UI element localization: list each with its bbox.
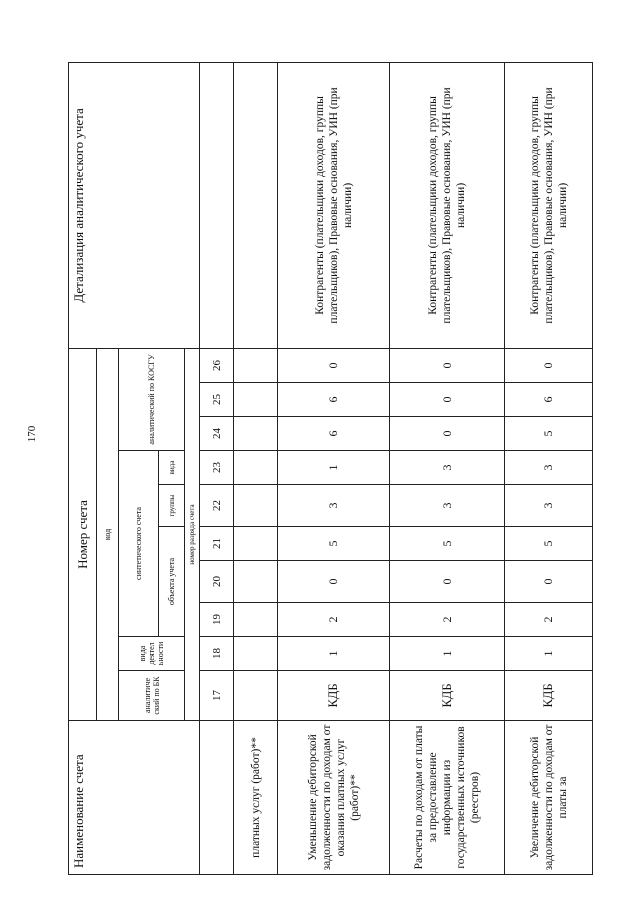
- rotated-table-container: [68, 63, 574, 875]
- value-cell: 5: [505, 527, 593, 561]
- header-type: вида: [159, 451, 185, 485]
- value-cell: 6: [278, 417, 390, 451]
- digit-col-22: 22: [200, 485, 234, 527]
- value-cell: [234, 451, 278, 485]
- value-cell: 3: [390, 451, 505, 485]
- digit-col-23: 23: [200, 451, 234, 485]
- value-cell: КДБ: [278, 671, 390, 721]
- detail-cell: [234, 62, 278, 348]
- value-cell: 0: [278, 348, 390, 382]
- digit-empty-cell: [200, 721, 234, 875]
- value-cell: [234, 637, 278, 671]
- value-cell: 2: [278, 603, 390, 637]
- value-cell: 0: [390, 348, 505, 382]
- header-activity-type: вида деятел ьности: [119, 637, 185, 671]
- value-cell: 6: [505, 383, 593, 417]
- accounts-table: [68, 62, 593, 875]
- value-cell: 0: [505, 561, 593, 603]
- detail-cell: Контрагенты (плательщики доходов, группы плательщиков), Правовые основания, УИН (при наличии): [278, 62, 390, 348]
- account-name-cell: Уменьшение дебиторской задолженности по доходам от оказания платных услуг (работ)**: [278, 721, 390, 875]
- digit-col-20: 20: [200, 561, 234, 603]
- account-name-cell: Увеличение дебиторской задолженности по доходам от платы за: [505, 721, 593, 875]
- value-cell: 2: [505, 603, 593, 637]
- digit-col-26: 26: [200, 348, 234, 382]
- value-cell: [234, 671, 278, 721]
- value-cell: 0: [278, 561, 390, 603]
- digit-col-19: 19: [200, 603, 234, 637]
- digit-col-17: 17: [200, 671, 234, 721]
- value-cell: 0: [505, 348, 593, 382]
- value-cell: 6: [278, 383, 390, 417]
- value-cell: 5: [505, 417, 593, 451]
- digit-col-21: 21: [200, 527, 234, 561]
- digit-col-24: 24: [200, 417, 234, 451]
- value-cell: [234, 348, 278, 382]
- header-account-name: Наименование счета: [69, 721, 200, 875]
- value-cell: 2: [390, 603, 505, 637]
- table-row: [505, 62, 593, 874]
- header-group: группы: [159, 485, 185, 527]
- header-account-number: Номер счета: [69, 348, 97, 720]
- value-cell: 5: [390, 527, 505, 561]
- table-row: [278, 62, 390, 874]
- value-cell: 1: [505, 637, 593, 671]
- value-cell: [234, 485, 278, 527]
- header-account-object: объекта учета: [159, 527, 185, 637]
- value-cell: 1: [390, 637, 505, 671]
- value-cell: 3: [390, 485, 505, 527]
- value-cell: 0: [390, 383, 505, 417]
- header-synthetic-account: синтетического счета: [119, 451, 159, 637]
- value-cell: 1: [278, 637, 390, 671]
- table-row: [390, 62, 505, 874]
- digit-col-18: 18: [200, 637, 234, 671]
- value-cell: 3: [505, 451, 593, 485]
- detail-cell: Контрагенты (плательщики доходов, группы плательщиков), Правовые основания, УИН (при наличии): [390, 62, 505, 348]
- value-cell: 0: [390, 561, 505, 603]
- value-cell: 5: [278, 527, 390, 561]
- value-cell: КДБ: [390, 671, 505, 721]
- page-number: 170: [26, 425, 38, 443]
- value-cell: [234, 561, 278, 603]
- value-cell: КДБ: [505, 671, 593, 721]
- value-cell: 0: [390, 417, 505, 451]
- account-name-cell: платных услуг (работ)**: [234, 721, 278, 875]
- value-cell: 3: [278, 485, 390, 527]
- value-cell: [234, 527, 278, 561]
- detail-empty-cell: [200, 62, 234, 348]
- value-cell: [234, 383, 278, 417]
- value-cell: [234, 603, 278, 637]
- value-cell: 1: [278, 451, 390, 485]
- digit-col-25: 25: [200, 383, 234, 417]
- value-cell: [234, 417, 278, 451]
- header-digit-number: номер разряда счета: [185, 348, 200, 720]
- account-name-cell: Расчеты по доходам от платы за предоставление информации из государственных источников (реестров): [390, 721, 505, 875]
- header-analytical-kosgu: аналитический по КОСГУ: [119, 348, 185, 450]
- table-row: [234, 62, 278, 874]
- detail-cell: Контрагенты (плательщики доходов, группы плательщиков), Правовые основания, УИН (при наличии): [505, 62, 593, 348]
- header-detail: Детализация аналитического учета: [69, 62, 200, 348]
- header-code: код: [97, 348, 119, 720]
- header-analytical-bk: аналитиче ский по БК: [119, 671, 185, 721]
- value-cell: 3: [505, 485, 593, 527]
